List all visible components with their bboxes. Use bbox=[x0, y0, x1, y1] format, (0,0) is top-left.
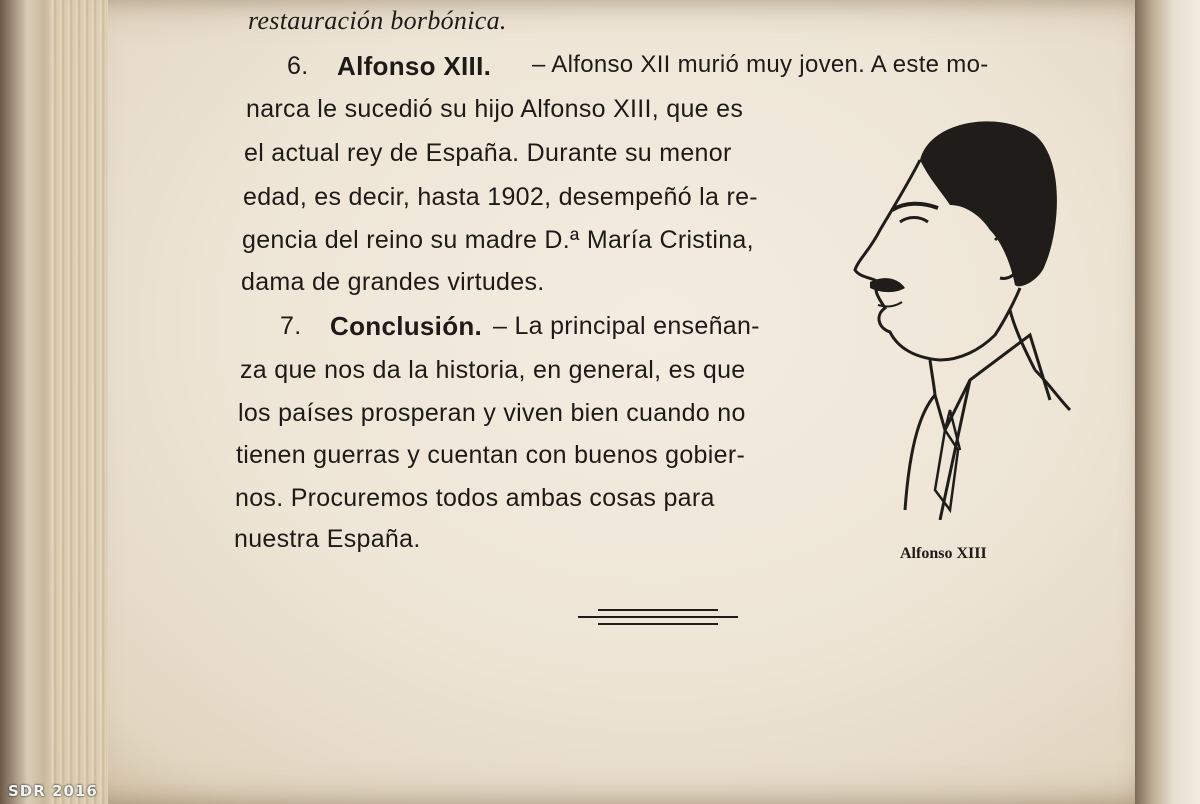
section7-line: los países prosperan y viven bien cuando no bbox=[238, 399, 746, 427]
watermark: SDR 2016 bbox=[8, 782, 98, 800]
section6-line: dama de grandes virtudes. bbox=[241, 268, 545, 296]
section6-number: 6. bbox=[287, 52, 309, 80]
section7-heading: Conclusión. bbox=[330, 311, 483, 341]
section7-number: 7. bbox=[280, 312, 302, 340]
section6-line: edad, es decir, hasta 1902, desempeñó la re- bbox=[243, 183, 758, 211]
illustration-caption: Alfonso XIII bbox=[900, 545, 987, 562]
section7-line: nos. Procuremos todos ambas cosas para bbox=[235, 484, 715, 512]
top-line: restauración borbónica. bbox=[248, 6, 507, 35]
section6-line: el actual rey de España. Durante su menor bbox=[244, 139, 732, 167]
section7-first-line: – La principal enseñan- bbox=[493, 312, 760, 340]
page-edges bbox=[50, 0, 108, 804]
section7-line: za que nos da la historia, en general, es que bbox=[240, 356, 746, 384]
section7-line: nuestra España. bbox=[234, 525, 421, 553]
section6-line: gencia del reino su madre D.ª María Cristina, bbox=[242, 226, 754, 254]
portrait-illustration bbox=[850, 110, 1080, 520]
section6-first-line: – Alfonso XII murió muy joven. A este mo- bbox=[532, 51, 989, 78]
facing-page-edge bbox=[1135, 0, 1200, 804]
section6-heading: Alfonso XIII. bbox=[337, 51, 492, 81]
section6-line: narca le sucedió su hijo Alfonso XIII, que es bbox=[246, 95, 744, 123]
ornament-divider bbox=[578, 607, 740, 629]
section7-line: tienen guerras y cuentan con buenos gobier- bbox=[236, 441, 746, 469]
